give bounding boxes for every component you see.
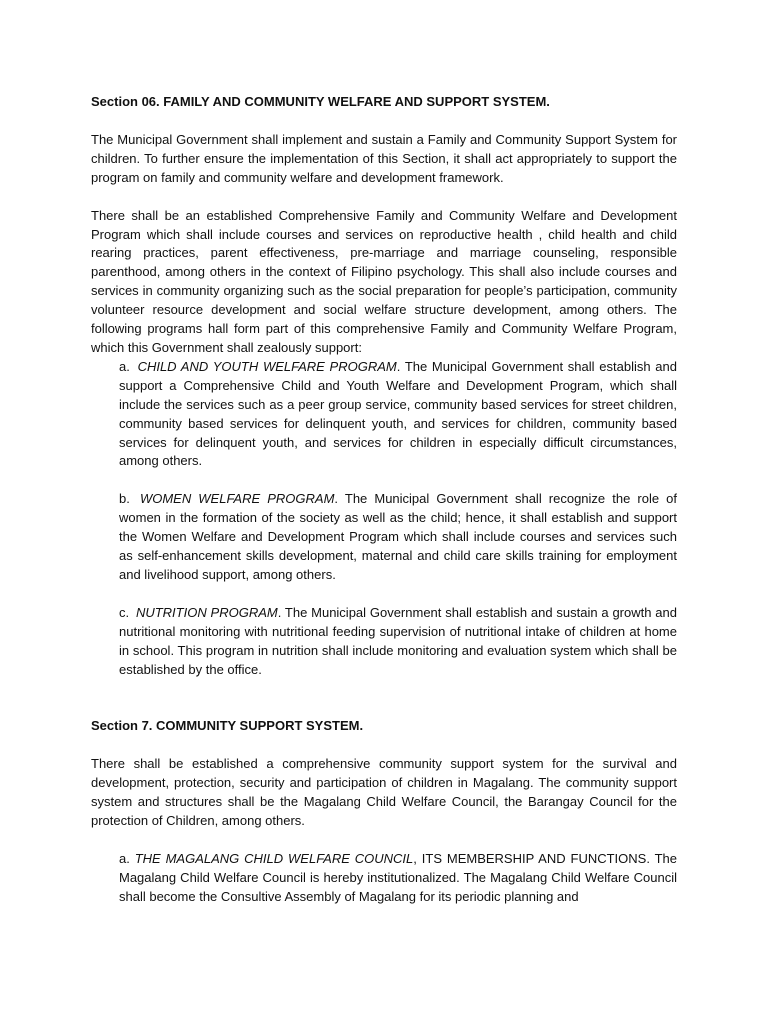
item-title: THE MAGALANG CHILD WELFARE COUNCIL <box>134 851 414 866</box>
section-06-paragraph-1: The Municipal Government shall implement and sustain a Family and Community Support System for children. To further ensure the implementation of this Section, it shall act appropriately to support the program on family and community welfare and development framework. <box>91 131 677 185</box>
item-title: CHILD AND YOUTH WELFARE PROGRAM <box>137 358 397 374</box>
program-item-nutrition <box>119 604 677 680</box>
item-label: c. <box>119 604 130 620</box>
section-7-paragraph-1: There shall be established a comprehensive community support system for the survival and development, protection, security and participation of children in Magalang. The community support system and structures shall be the Magalang Child Welfare Council, the Barangay Council for the protection of Children, among others. <box>91 756 677 829</box>
item-text: . The Municipal Government shall recognize the role of women in the formation of the society as well as the child; hence, it shall establish and support the Women Welfare and Development Program which shall include courses and services such as self-enhancement skills development, maternal and child care skills training for employment and livelihood support, among others. <box>119 491 677 582</box>
section-7-heading: Section 7. COMMUNITY SUPPORT SYSTEM. <box>91 718 364 734</box>
program-item-women-welfare <box>119 490 677 585</box>
item-label: a. <box>119 358 130 374</box>
item-title: NUTRITION PROGRAM <box>135 604 278 620</box>
item-label: a. <box>119 851 130 866</box>
section-06-heading: Section 06. FAMILY AND COMMUNITY WELFARE AND SUPPORT SYSTEM. <box>91 94 550 109</box>
section-06-paragraph-2: There shall be an established Comprehensive Family and Community Welfare and Development Program which shall include courses and services on reproductive health , child health and child rearing practices, parent effectiveness, pre-marriage and marriage counseling, responsible parenthood, among others in the context of Filipino psychology. This shall also include courses and services in community organizing such as the social preparation for people’s participation, community volunteer resource development and social welfare structure development, among others. The following programs hall form part of this comprehensive Family and Community Welfare Program, which this Government shall zealously support: <box>91 207 677 355</box>
document-page <box>91 93 677 907</box>
item-title: WOMEN WELFARE PROGRAM <box>139 491 335 507</box>
item-label: b. <box>119 491 130 507</box>
council-item <box>119 850 677 907</box>
item-text: , ITS MEMBERSHIP AND FUNCTIONS. The Magalang Child Welfare Council is hereby institutionalized. The Magalang Child Welfare Council shall become the Consultive Assembly of Magalang for its periodic planning and <box>119 851 677 904</box>
item-text: . The Municipal Government shall establish and support a Comprehensive Child and Youth Welfare and Development Program, which shall include the services such as a peer group service, community based services for street children, community based services for delinquent youth, and services for children, community based services for delinquent youth, and services for children in especially difficult circumstances, among others. <box>119 358 677 469</box>
program-item-child-youth <box>119 358 677 471</box>
item-text: . The Municipal Government shall establish and sustain a growth and nutritional monitoring with nutritional feeding supervision of nutritional intake of children at home in school. This program in nutrition shall include monitoring and evaluation system which shall be established by the office. <box>119 604 677 677</box>
